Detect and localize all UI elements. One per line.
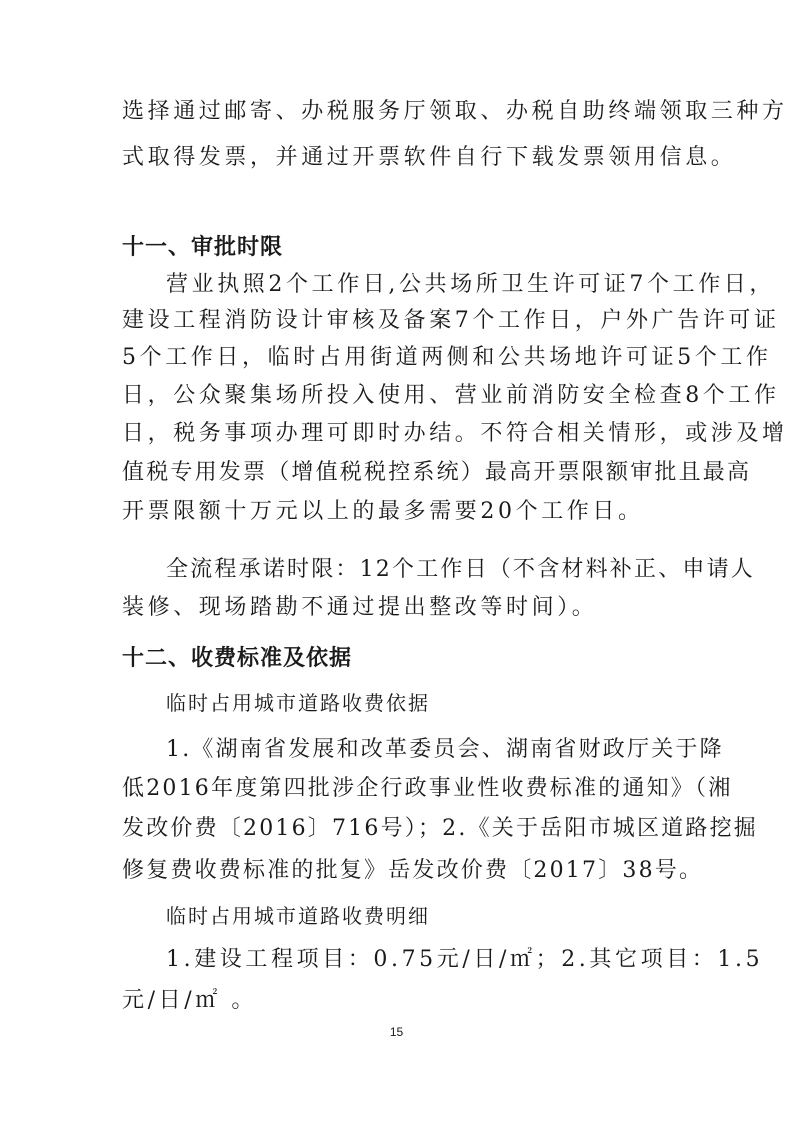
body-text-line: 全流程承诺时限：12个工作日（不含材料补正、申请人: [166, 557, 755, 582]
section-heading-fees: 十二、收费标准及依据: [122, 646, 353, 671]
body-text-line: 装修、现场踏勘不通过提出整改等时间）。: [122, 595, 598, 620]
body-text-line: 建设工程消防设计审核及备案7个工作日，户外广告许可证: [122, 308, 780, 333]
body-text-line: 1.《湖南省发展和改革委员会、湖南省财政厅关于降: [166, 737, 724, 762]
subheading-fee-basis: 临时占用城市道路收费依据: [166, 691, 430, 715]
body-text-line: 元/日/㎡ 。: [122, 988, 258, 1013]
body-text-line: 发改价费〔2016〕716号）；2.《关于岳阳市城区道路挖掘: [122, 816, 758, 841]
body-text-line: 5个工作日，临时占用街道两侧和公共场地许可证5个工作: [122, 345, 772, 370]
subheading-fee-details: 临时占用城市道路收费明细: [166, 904, 430, 928]
body-text-line: 值税专用发票（增值税税控系统）最高开票限额审批且最高: [122, 460, 752, 485]
body-text-line: 选择通过邮寄、办税服务厅领取、办税自助终端领取三种方: [122, 99, 788, 124]
body-text-line: 日，公众聚集场所投入使用、营业前消防安全检查8个工作: [122, 383, 780, 408]
body-text-line: 修复费收费标准的批复》岳发改价费〔2017〕38号。: [122, 858, 704, 883]
section-heading-approval-time: 十一、审批时限: [122, 235, 284, 260]
body-text-line: 营业执照2个工作日,公共场所卫生许可证7个工作日，: [166, 272, 775, 297]
body-text-line: 1.建设工程项目：0.75元/日/㎡；2.其它项目：1.5: [166, 947, 764, 972]
body-text-line: 日，税务事项办理可即时办结。不符合相关情形，或涉及增: [122, 421, 788, 446]
body-text-line: 式取得发票，并通过开票软件自行下载发票领用信息。: [122, 145, 737, 170]
body-text-line: 开票限额十万元以上的最多需要20个工作日。: [122, 499, 644, 524]
page-number: 15: [389, 1025, 404, 1039]
body-text-line: 低2016年度第四批涉企行政事业性收费标准的通知》（湘: [122, 776, 733, 801]
